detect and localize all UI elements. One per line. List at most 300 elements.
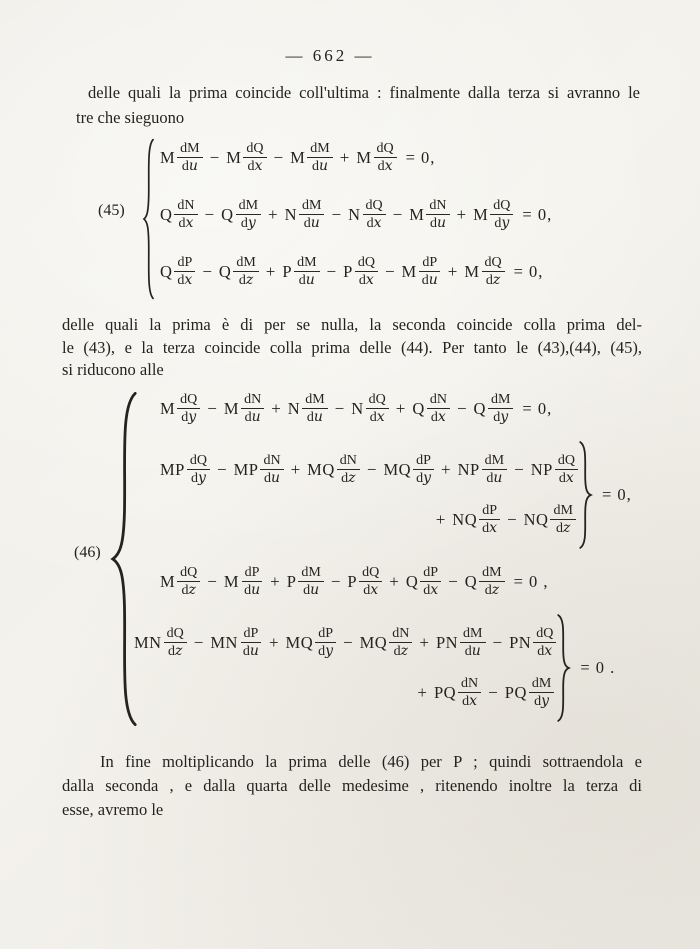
coefficient: MP [233,460,259,479]
coefficient: M [160,148,176,167]
fraction-denominator: dx [369,409,385,425]
fraction-denominator: dx [462,693,478,709]
equation-term [450,198,514,232]
fraction-denominator: du [181,158,198,174]
fraction-denominator: dy [240,215,256,231]
operator-sign: + [290,460,301,479]
coefficient: Q [160,262,173,281]
coefficient: Q [218,262,232,281]
fraction-numerator: dQ [355,255,378,272]
fraction-denominator: dz [556,520,571,536]
operator-sign: − [331,205,342,224]
fraction-denominator: dx [537,643,553,659]
fraction [243,141,266,175]
denominator-variable: u [493,470,503,486]
equation-term [389,392,450,426]
operator-sign: − [384,262,395,281]
denominator-variable: x [544,643,553,659]
fraction-denominator: dy [190,470,206,486]
equation-term [263,565,324,599]
denominator-variable: u [318,158,329,174]
page-number: — 662 — [285,46,375,65]
equation-term [410,676,481,710]
coefficient: MP [160,460,185,479]
equation-term [378,255,441,289]
fraction-denominator: dz [167,643,183,659]
operator-sign: − [216,460,227,479]
denominator-variable: y [247,215,256,231]
operator-sign: − [343,633,353,652]
fraction-denominator: dy [494,215,510,231]
fraction-numerator: dQ [177,565,200,582]
denominator-variable: u [428,272,438,288]
fraction [460,626,485,660]
fraction-denominator: du [311,158,329,174]
equation-term [486,626,557,660]
equation-45-rows [160,136,664,294]
equation-45 [98,136,664,308]
coefficient: PQ [433,683,457,702]
fraction-numerator: dP [419,255,440,272]
equation-group [160,441,670,549]
fraction-denominator: dx [423,582,439,598]
fraction-numerator: dP [174,255,195,272]
equation-group-lines [134,626,556,710]
fraction-denominator: dx [377,158,393,174]
denominator-variable: y [188,409,197,425]
right-brace-icon [578,441,593,549]
fraction-numerator: dN [426,198,449,215]
equation-term [203,141,267,175]
denominator-variable: x [373,215,382,231]
operator-sign: + [456,205,467,224]
denominator-variable: y [500,409,509,425]
operator-sign: − [209,148,220,167]
equation-term [441,255,505,289]
operator-sign: − [273,148,284,167]
coefficient: Q [405,572,419,591]
coefficient: NP [457,460,480,479]
denominator-variable: u [313,409,323,425]
equals-zero: = 0, [522,205,553,224]
fraction [458,676,481,710]
paragraph-line: delle quali la prima coincide coll'ultima : finalmente dalla terza si avranno le [88,83,640,102]
coefficient: MQ [359,633,388,652]
fraction-numerator: dM [299,198,324,215]
denominator-variable: u [305,272,315,288]
operator-sign: − [204,205,215,224]
equation-term [324,198,385,232]
coefficient: MQ [285,633,314,652]
fraction [529,676,554,710]
coefficient: N [287,399,301,418]
fraction-denominator: dx [177,272,193,288]
fraction [177,565,200,599]
equation-45-label: (45) [98,202,125,219]
fraction [236,198,261,232]
equals-zero: = 0, [513,262,544,281]
denominator-variable: u [251,409,261,425]
coefficient: M [401,262,417,281]
paragraph-line: delle quali la prima è di per se nulla, la seconda coincide colla prima del- [62,315,642,334]
fraction [337,453,360,487]
fraction-denominator: dx [482,520,498,536]
fraction [294,255,319,289]
fraction-numerator: dM [233,255,258,272]
fraction [187,453,210,487]
coefficient: M [223,399,240,418]
fraction-numerator: dP [242,565,263,582]
operator-sign: − [207,399,217,418]
operator-sign: − [330,572,341,591]
denominator-variable: y [325,643,334,659]
fraction [164,626,187,660]
paragraph-line: tre che sieguono [76,108,185,127]
equation-term [324,565,382,599]
fraction [490,198,513,232]
fraction [482,453,507,487]
denominator-variable: z [174,643,183,659]
denominator-variable: x [565,470,574,486]
coefficient: Q [160,205,173,224]
fraction-numerator: dN [427,392,450,409]
denominator-variable: z [492,272,501,288]
fraction-numerator: dN [260,453,283,470]
operator-sign: + [339,148,350,167]
denominator-variable: x [489,520,498,536]
coefficient: PN [509,633,532,652]
equation-term [450,392,513,426]
operator-sign: − [507,510,517,529]
fraction-numerator: dQ [366,392,389,409]
fraction-denominator: du [244,582,261,598]
coefficient: Q [464,572,478,591]
operator-sign: + [265,262,276,281]
coefficient: MQ [383,460,412,479]
fraction-denominator: du [421,272,438,288]
operator-sign: + [417,683,427,702]
equation-line [160,559,670,605]
denominator-variable: z [245,272,254,288]
equation-line [160,136,664,180]
fraction [426,198,449,232]
fraction-numerator: dM [550,503,575,520]
denominator-variable: u [310,215,320,231]
fraction-denominator: dz [485,272,501,288]
coefficient: M [223,572,240,591]
coefficient: P [282,262,293,281]
denominator-variable: x [469,693,478,709]
coefficient: N [348,205,361,224]
equation-term [200,392,264,426]
coefficient: M [160,572,176,591]
fraction-denominator: dz [341,470,356,486]
fraction-numerator: dQ [555,453,578,470]
denominator-variable: z [491,582,500,598]
denominator-variable: z [563,520,571,536]
fraction [413,453,434,487]
fraction-numerator: dM [460,626,485,643]
fraction-numerator: dQ [482,255,505,272]
equation-term [261,198,324,232]
fraction-denominator: dx [358,272,374,288]
fraction [177,392,200,426]
coefficient: PN [435,633,459,652]
equation-term [160,392,200,426]
fraction-numerator: dM [307,141,332,158]
equation-line [160,453,578,487]
equals-zero: = 0, [522,399,553,418]
fraction [363,198,386,232]
equation-line [160,193,664,237]
operator-sign: − [334,399,345,418]
coefficient: P [343,262,353,281]
denominator-variable: z [188,582,196,598]
fraction-numerator: dQ [490,198,513,215]
operator-sign: − [488,683,498,702]
fraction [533,626,556,660]
equation-term [434,453,507,487]
denominator-variable: y [501,215,510,231]
operator-sign: + [395,399,406,418]
fraction [479,565,504,599]
operator-sign: + [447,262,458,281]
fraction-numerator: dN [337,453,360,470]
fraction [302,392,327,426]
fraction-denominator: du [464,643,481,659]
fraction-numerator: dQ [374,141,397,158]
fraction [374,141,397,175]
fraction-numerator: dM [294,255,319,272]
fraction [260,453,283,487]
equation-term [160,565,200,599]
fraction [240,626,262,660]
fraction-denominator: dx [366,215,382,231]
operator-sign: + [268,205,278,224]
fraction-denominator: du [429,215,446,231]
fraction-denominator: dy [493,409,509,425]
coefficient: M [473,205,489,224]
fraction-denominator: du [244,409,261,425]
equation-line [160,250,664,294]
equation-term [160,141,203,175]
equation-line [134,626,556,660]
fraction-denominator: dx [363,582,379,598]
denominator-variable: x [370,582,379,598]
equation-term [262,626,336,660]
equation-term [441,565,504,599]
equation-term [264,392,327,426]
operator-sign: − [366,460,377,479]
paragraph-line: In fine moltiplicando la prima delle (46) per P ; quindi sottraendola e [100,752,642,771]
equation-term [187,626,262,660]
denominator-variable: u [249,643,259,659]
operator-sign: + [389,572,399,591]
equation-term [284,453,360,487]
fraction-denominator: dy [181,409,197,425]
fraction-numerator: dP [241,626,262,643]
equation-term [259,255,320,289]
fraction [366,392,389,426]
operator-sign: − [207,572,217,591]
fraction-numerator: dP [315,626,336,643]
coefficient: M [290,148,306,167]
fraction [298,565,323,599]
equation-term [267,141,333,175]
coefficient: NQ [523,510,549,529]
denominator-variable: y [423,470,431,486]
equation-term [382,565,441,599]
fraction-denominator: dx [247,158,263,174]
equation-term [429,503,500,537]
equals-zero: = 0, [601,485,632,504]
operator-sign: + [270,572,280,591]
equation-term [210,453,284,487]
equation-term [507,453,578,487]
equation-term [195,255,258,289]
fraction-denominator: du [263,470,281,486]
equation-term [134,626,187,660]
equation-line [160,503,578,537]
denominator-variable: x [254,158,263,174]
denominator-variable: x [376,409,385,425]
denominator-variable: x [384,158,393,174]
fraction-denominator: du [303,582,320,598]
coefficient: M [356,148,372,167]
operator-sign: − [193,633,204,652]
fraction-numerator: dN [174,198,197,215]
operator-sign: − [514,460,524,479]
equation-term [333,141,397,175]
equation-46 [74,386,670,742]
paragraph-intro [76,80,640,130]
fraction-denominator: dz [393,643,408,659]
operator-sign: − [456,399,467,418]
fraction-denominator: du [242,643,259,659]
fraction-numerator: dN [241,392,264,409]
fraction-numerator: dM [236,198,261,215]
fraction-numerator: dM [479,565,504,582]
fraction [488,392,513,426]
coefficient: MN [134,633,162,652]
fraction-numerator: dP [420,565,441,582]
fraction-numerator: dQ [363,198,386,215]
paragraph-closing [62,750,642,822]
equation-line [160,386,670,432]
fraction-numerator: dQ [187,453,210,470]
fraction [419,255,441,289]
left-brace-icon [142,138,155,300]
fraction-numerator: dM [482,453,507,470]
fraction [555,453,578,487]
operator-sign: − [492,633,503,652]
equation-46-label: (46) [74,544,101,561]
fraction-numerator: dP [413,453,434,470]
denominator-variable: z [400,643,408,659]
fraction-denominator: dy [534,693,550,709]
equation-term [412,626,485,660]
equation-46-rows [134,386,670,732]
denominator-variable: x [430,582,439,598]
fraction-numerator: dN [389,626,412,643]
denominator-variable: u [471,643,481,659]
fraction [389,626,412,660]
denominator-variable: u [310,582,320,598]
equals-zero: = 0 , [513,572,549,591]
fraction-numerator: dN [458,676,481,693]
denominator-variable: u [251,582,261,598]
fraction-denominator: dz [484,582,500,598]
fraction [241,565,263,599]
equation-term [328,392,389,426]
operator-sign: + [419,633,429,652]
fraction-denominator: dy [318,643,334,659]
fraction [355,255,378,289]
equals-zero: = 0, [405,148,436,167]
fraction-numerator: dM [488,392,513,409]
coefficient: Q [221,205,234,224]
fraction-numerator: dQ [533,626,556,643]
fraction [482,255,505,289]
denominator-variable: x [184,272,193,288]
fraction-numerator: dP [479,503,500,520]
equation-term [336,626,412,660]
fraction [174,255,195,289]
paragraph-line: esse, avremo le [62,800,164,819]
equation-term [481,676,554,710]
denominator-variable: y [541,693,550,709]
paragraph-middle [62,314,642,382]
equation-line [134,676,556,710]
right-brace-icon [556,614,571,722]
coefficient: NQ [452,510,478,529]
fraction [420,565,441,599]
denominator-variable: x [437,409,446,425]
coefficient: Q [473,399,486,418]
coefficient: M [464,262,480,281]
fraction-denominator: dy [416,470,431,486]
fraction [359,565,382,599]
fraction [177,141,202,175]
fraction-numerator: dM [177,141,202,158]
coefficient: P [286,572,297,591]
coefficient: M [160,399,176,418]
equation-group [134,614,670,722]
equation-term [360,453,434,487]
coefficient: NP [530,460,553,479]
coefficient: PQ [504,683,527,702]
denominator-variable: x [185,215,194,231]
equation-term [320,255,378,289]
fraction [427,392,450,426]
denominator-variable: z [348,470,356,486]
fraction-numerator: dM [302,392,327,409]
operator-sign: + [435,510,446,529]
equation-term [386,198,450,232]
coefficient: M [409,205,425,224]
fraction-numerator: dQ [164,626,187,643]
fraction-numerator: dQ [243,141,266,158]
fraction-denominator: du [303,215,320,231]
equation-group-lines [160,453,578,537]
equation-term [198,198,261,232]
coefficient: MQ [307,460,335,479]
paragraph-line: dalla seconda , e dalla quarta delle medesime , ritenendo inoltre la terza di [62,776,642,795]
fraction [299,198,324,232]
fraction-denominator: dx [178,215,194,231]
denominator-variable: x [365,272,374,288]
denominator-variable: y [197,470,206,486]
